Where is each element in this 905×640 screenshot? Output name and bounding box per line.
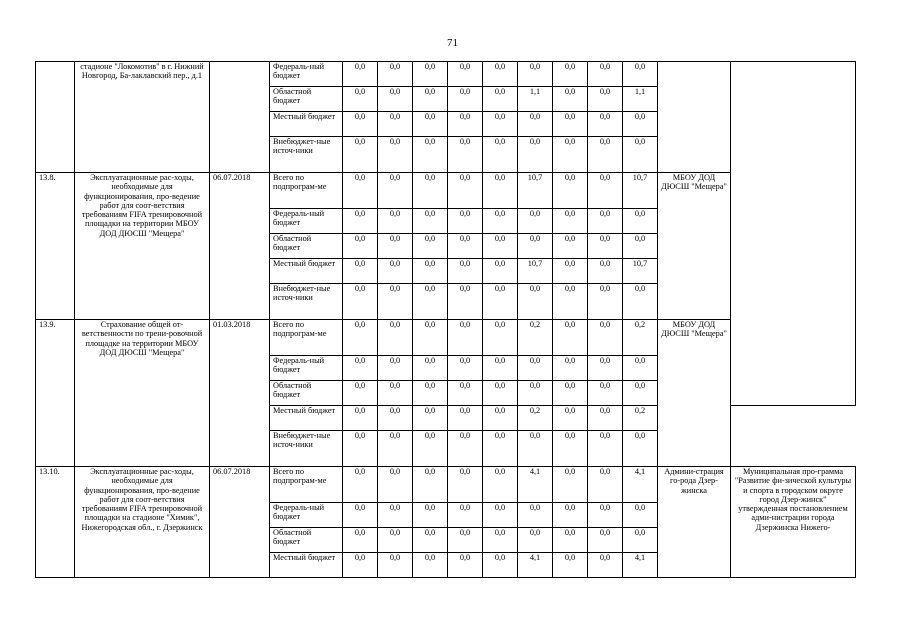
value-cell: 0,0 (378, 173, 413, 209)
value-cell: 0,0 (448, 528, 483, 553)
value-cell: 0,0 (483, 209, 518, 234)
value-cell: 0,0 (623, 503, 658, 528)
value-cell: 0,0 (448, 173, 483, 209)
value-cell: 0,0 (623, 137, 658, 173)
value-cell: 0,0 (483, 284, 518, 320)
value-cell: 0,0 (588, 431, 623, 467)
funding-source: Всего по подпрограм-ме (270, 467, 343, 503)
value-cell: 0,0 (553, 406, 588, 431)
funding-source: Областной бюджет (270, 234, 343, 259)
funding-source: Областной бюджет (270, 381, 343, 406)
value-cell: 0,0 (623, 112, 658, 137)
value-cell: 0,0 (623, 62, 658, 87)
item-number: 13.9. (36, 320, 75, 467)
value-cell: 0,0 (588, 406, 623, 431)
value-cell: 0,0 (448, 209, 483, 234)
value-cell: 0,2 (623, 406, 658, 431)
value-cell: 0,0 (448, 259, 483, 284)
value-cell: 0,0 (623, 356, 658, 381)
value-cell: 0,0 (413, 234, 448, 259)
value-cell: 0,0 (553, 503, 588, 528)
value-cell: 0,0 (588, 137, 623, 173)
value-cell: 0,0 (448, 112, 483, 137)
value-cell: 0,0 (413, 553, 448, 578)
value-cell: 0,0 (413, 284, 448, 320)
value-cell: 0,0 (413, 406, 448, 431)
funding-source: Местный бюджет (270, 259, 343, 284)
value-cell: 0,0 (623, 528, 658, 553)
value-cell: 0,0 (483, 112, 518, 137)
value-cell: 10,7 (623, 259, 658, 284)
value-cell: 0,0 (343, 320, 378, 356)
value-cell: 0,0 (483, 62, 518, 87)
value-cell: 0,0 (378, 137, 413, 173)
value-cell: 0,0 (448, 234, 483, 259)
funding-source: Всего по подпрограм-ме (270, 320, 343, 356)
value-cell: 0,0 (343, 284, 378, 320)
value-cell: 0,0 (343, 137, 378, 173)
value-cell: 0,0 (378, 553, 413, 578)
value-cell: 0,0 (518, 431, 553, 467)
value-cell: 0,0 (413, 259, 448, 284)
value-cell: 4,1 (623, 467, 658, 503)
value-cell: 0,0 (588, 62, 623, 87)
value-cell: 0,0 (343, 209, 378, 234)
value-cell: 4,1 (518, 467, 553, 503)
value-cell: 0,0 (378, 431, 413, 467)
value-cell: 0,0 (588, 259, 623, 284)
value-cell: 0,0 (413, 528, 448, 553)
value-cell: 0,0 (588, 356, 623, 381)
funding-source: Областной бюджет (270, 528, 343, 553)
item-description: стадионе "Локомотив" в г. Нижний Новгород, Ба-лаклавский пер., д.1 (75, 62, 210, 173)
value-cell: 0,0 (413, 356, 448, 381)
item-note: Муниципальная про-грамма "Развитие фи-зической культуры и спорта в городском округе город Дзер-жинск" утвержденная постановлением адми-нистрации города Дзержинска Нижего- (731, 467, 856, 578)
value-cell: 0,0 (413, 503, 448, 528)
item-description: Страхование общей от-ветственности по трени-ровочной площадке на территории МБОУ ДОД ДЮСШ "Мещера" (75, 320, 210, 467)
value-cell: 0,0 (413, 112, 448, 137)
value-cell: 0,0 (343, 381, 378, 406)
value-cell: 10,7 (518, 259, 553, 284)
value-cell: 0,0 (413, 209, 448, 234)
value-cell: 0,0 (448, 467, 483, 503)
value-cell: 0,0 (448, 503, 483, 528)
value-cell: 0,0 (553, 553, 588, 578)
value-cell: 0,0 (553, 320, 588, 356)
value-cell: 1,1 (623, 87, 658, 112)
value-cell: 0,0 (378, 406, 413, 431)
value-cell: 0,0 (378, 284, 413, 320)
value-cell: 0,0 (553, 259, 588, 284)
value-cell: 0,0 (518, 381, 553, 406)
item-date: 01.03.2018 (210, 320, 270, 467)
value-cell: 0,0 (623, 284, 658, 320)
funding-source: Внебюджет-ные источ-ники (270, 137, 343, 173)
value-cell: 0,0 (483, 553, 518, 578)
value-cell: 0,0 (378, 62, 413, 87)
value-cell: 0,0 (343, 528, 378, 553)
value-cell: 0,0 (483, 431, 518, 467)
item-number: 13.10. (36, 467, 75, 578)
value-cell: 0,0 (343, 356, 378, 381)
value-cell: 0,0 (343, 406, 378, 431)
funding-source: Федераль-ный бюджет (270, 356, 343, 381)
value-cell: 0,0 (623, 209, 658, 234)
value-cell: 0,0 (448, 320, 483, 356)
value-cell: 0,0 (588, 87, 623, 112)
item-note (731, 62, 856, 406)
value-cell: 0,0 (378, 112, 413, 137)
value-cell: 0,0 (588, 528, 623, 553)
value-cell: 0,0 (343, 234, 378, 259)
value-cell: 0,0 (588, 234, 623, 259)
value-cell: 0,0 (623, 381, 658, 406)
value-cell: 0,0 (588, 173, 623, 209)
value-cell: 0,0 (518, 234, 553, 259)
value-cell: 0,0 (588, 467, 623, 503)
funding-source: Федераль-ный бюджет (270, 503, 343, 528)
funding-source: Местный бюджет (270, 406, 343, 431)
value-cell: 0,0 (448, 137, 483, 173)
item-date (210, 62, 270, 173)
value-cell: 0,0 (413, 381, 448, 406)
value-cell: 0,0 (448, 87, 483, 112)
page-number: 71 (447, 37, 458, 49)
value-cell: 0,0 (378, 87, 413, 112)
value-cell: 0,0 (553, 234, 588, 259)
item-executor: МБОУ ДОД ДЮСШ "Мещера" (658, 320, 731, 467)
value-cell: 0,0 (483, 259, 518, 284)
value-cell: 0,0 (588, 209, 623, 234)
funding-source: Всего по подпрограм-ме (270, 173, 343, 209)
value-cell: 0,0 (553, 62, 588, 87)
value-cell: 0,0 (378, 467, 413, 503)
value-cell: 0,0 (378, 356, 413, 381)
value-cell: 4,1 (623, 553, 658, 578)
funding-source: Федераль-ный бюджет (270, 209, 343, 234)
value-cell: 0,0 (483, 356, 518, 381)
value-cell: 0,0 (343, 87, 378, 112)
value-cell: 0,0 (553, 284, 588, 320)
value-cell: 0,0 (553, 137, 588, 173)
value-cell: 0,0 (378, 234, 413, 259)
value-cell: 0,0 (483, 320, 518, 356)
value-cell: 0,0 (343, 62, 378, 87)
value-cell: 0,0 (518, 209, 553, 234)
item-executor: МБОУ ДОД ДЮСШ "Мещера" (658, 173, 731, 320)
value-cell: 0,0 (378, 259, 413, 284)
item-number-cell (36, 62, 75, 173)
value-cell: 0,0 (518, 528, 553, 553)
value-cell: 0,0 (343, 431, 378, 467)
value-cell: 1,1 (518, 87, 553, 112)
value-cell: 0,0 (343, 467, 378, 503)
funding-source: Областной бюджет (270, 87, 343, 112)
value-cell: 0,0 (623, 234, 658, 259)
value-cell: 0,0 (343, 112, 378, 137)
value-cell: 0,0 (623, 431, 658, 467)
value-cell: 0,0 (378, 503, 413, 528)
value-cell: 0,0 (448, 406, 483, 431)
value-cell: 0,0 (553, 209, 588, 234)
item-description: Эксплуатационные рас-ходы, необходимые для функционирования, про-ведение работ для соот-ветствия требованиям FIFA тренировочной площадки на стадионе "Химик", Нижегородская обл., г. Дзержинск (75, 467, 210, 578)
value-cell: 0,0 (413, 431, 448, 467)
funding-source: Местный бюджет (270, 112, 343, 137)
value-cell: 0,0 (553, 87, 588, 112)
value-cell: 0,0 (518, 137, 553, 173)
value-cell: 0,0 (343, 173, 378, 209)
value-cell: 0,0 (518, 62, 553, 87)
value-cell: 0,0 (483, 406, 518, 431)
funding-source: Внебюджет-ные источ-ники (270, 431, 343, 467)
value-cell: 0,0 (413, 320, 448, 356)
value-cell: 0,0 (588, 503, 623, 528)
value-cell: 0,0 (483, 381, 518, 406)
value-cell: 0,0 (448, 284, 483, 320)
value-cell: 0,0 (413, 62, 448, 87)
value-cell: 0,0 (483, 528, 518, 553)
value-cell: 0,0 (483, 234, 518, 259)
value-cell: 0,0 (448, 356, 483, 381)
value-cell: 0,0 (553, 381, 588, 406)
value-cell: 0,0 (588, 320, 623, 356)
item-date: 06.07.2018 (210, 173, 270, 320)
value-cell: 0,0 (588, 381, 623, 406)
table-row (36, 467, 856, 503)
value-cell: 10,7 (518, 173, 553, 209)
value-cell: 0,0 (483, 87, 518, 112)
value-cell: 10,7 (623, 173, 658, 209)
value-cell: 0,0 (413, 87, 448, 112)
value-cell: 0,0 (553, 528, 588, 553)
value-cell: 0,0 (588, 112, 623, 137)
value-cell: 0,0 (413, 467, 448, 503)
value-cell: 0,0 (518, 284, 553, 320)
value-cell: 0,0 (483, 503, 518, 528)
value-cell: 0,0 (378, 320, 413, 356)
value-cell: 0,0 (483, 467, 518, 503)
value-cell: 0,0 (413, 137, 448, 173)
item-executor: Админи-страция го-рода Дзер-жинска (658, 467, 731, 578)
value-cell: 0,0 (378, 209, 413, 234)
table-row (36, 62, 856, 87)
value-cell: 0,0 (553, 112, 588, 137)
value-cell: 0,0 (343, 503, 378, 528)
value-cell: 0,0 (518, 503, 553, 528)
item-number: 13.8. (36, 173, 75, 320)
value-cell: 0,2 (623, 320, 658, 356)
value-cell: 4,1 (518, 553, 553, 578)
value-cell: 0,0 (483, 137, 518, 173)
value-cell: 0,0 (413, 173, 448, 209)
value-cell: 0,0 (448, 62, 483, 87)
value-cell: 0,0 (553, 467, 588, 503)
value-cell: 0,0 (378, 381, 413, 406)
value-cell: 0,2 (518, 320, 553, 356)
funding-source: Внебюджет-ные источ-ники (270, 284, 343, 320)
value-cell: 0,0 (588, 284, 623, 320)
value-cell: 0,0 (448, 553, 483, 578)
value-cell: 0,0 (553, 431, 588, 467)
funding-source: Местный бюджет (270, 553, 343, 578)
value-cell: 0,0 (448, 381, 483, 406)
value-cell: 0,0 (588, 553, 623, 578)
value-cell: 0,0 (343, 259, 378, 284)
value-cell: 0,0 (343, 553, 378, 578)
item-description: Эксплуатационные рас-ходы, необходимые для функционирования, про-ведение работ для соот-ветствия требованиям FIFA тренировочной площадки на территории МБОУ ДОД ДЮСШ "Мещера" (75, 173, 210, 320)
value-cell: 0,0 (553, 173, 588, 209)
value-cell: 0,0 (553, 356, 588, 381)
value-cell: 0,0 (518, 112, 553, 137)
funding-source: Федераль-ный бюджет (270, 62, 343, 87)
item-date: 06.07.2018 (210, 467, 270, 578)
budget-table (35, 61, 856, 578)
value-cell: 0,0 (483, 173, 518, 209)
value-cell: 0,2 (518, 406, 553, 431)
item-executor (658, 62, 731, 173)
value-cell: 0,0 (448, 431, 483, 467)
value-cell: 0,0 (518, 356, 553, 381)
value-cell: 0,0 (378, 528, 413, 553)
